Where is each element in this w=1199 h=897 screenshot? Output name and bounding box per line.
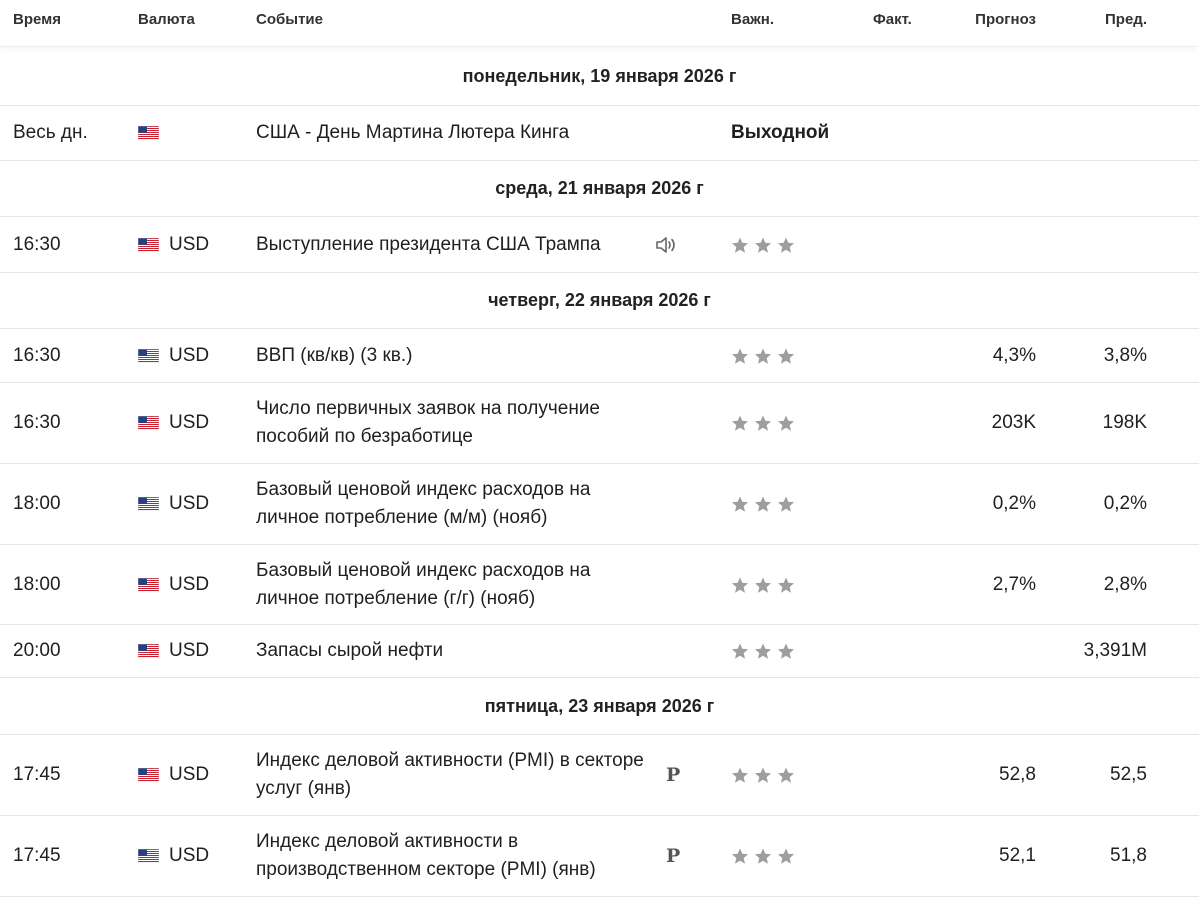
importance-stars	[731, 347, 801, 364]
forecast-value: 52,1	[999, 845, 1036, 866]
event-title[interactable]: США - День Мартина Лютера Кинга	[256, 122, 570, 143]
star-icon	[777, 767, 795, 784]
previous-value: 2,8%	[1103, 573, 1147, 595]
currency-code: USD	[169, 845, 210, 866]
day-header: пятница, 23 января 2026 г	[0, 678, 1199, 735]
star-icon	[754, 576, 772, 593]
event-title[interactable]: Индекс деловой активности в производственном секторе (PMI) (янв)	[256, 831, 596, 880]
event-time: 18:00	[13, 493, 61, 514]
previous-value: 198K	[1102, 412, 1147, 433]
previous-value: 51,8	[1110, 845, 1147, 866]
header-forecast[interactable]: Прогноз	[975, 11, 1036, 28]
header-event[interactable]: Событие	[256, 11, 323, 28]
event-title[interactable]: Число первичных заявок на получение пособий по безработице	[256, 398, 600, 447]
importance-stars	[731, 576, 801, 593]
forecast-value: 52,8	[999, 764, 1036, 785]
table-row[interactable]	[0, 545, 1199, 625]
header-currency[interactable]: Валюта	[138, 11, 195, 28]
event-time: 20:00	[13, 640, 61, 661]
us-flag-icon	[138, 349, 159, 363]
star-icon	[754, 347, 772, 364]
importance-stars	[731, 643, 801, 660]
table-row[interactable]	[0, 625, 1199, 678]
star-icon	[777, 236, 795, 253]
currency-code: USD	[169, 344, 210, 366]
event-time: 16:30	[13, 344, 61, 366]
forecast-value: 4,3%	[992, 344, 1036, 366]
star-icon	[777, 643, 795, 660]
event-time: 17:45	[13, 764, 61, 785]
event-time: 17:45	[13, 845, 61, 866]
preliminary-icon[interactable]: P	[666, 845, 681, 867]
currency-code: USD	[169, 493, 210, 514]
importance-stars	[731, 415, 801, 432]
day-header: понедельник, 19 января 2026 г	[0, 47, 1199, 106]
importance-stars	[731, 767, 801, 784]
event-time: Весь дн.	[13, 122, 88, 143]
us-flag-icon	[138, 768, 159, 782]
event-title[interactable]: Базовый ценовой индекс расходов на личное потребление (м/м) (нояб)	[256, 479, 591, 528]
previous-value: 3,391M	[1083, 640, 1147, 661]
table-header	[0, 0, 1199, 47]
star-icon	[731, 415, 749, 432]
header-actual[interactable]: Факт.	[873, 11, 912, 28]
star-icon	[754, 767, 772, 784]
star-icon	[777, 576, 795, 593]
forecast-value: 0,2%	[992, 493, 1036, 514]
previous-value: 0,2%	[1103, 493, 1147, 514]
star-icon	[754, 415, 772, 432]
importance-stars	[731, 496, 801, 513]
table-row[interactable]	[0, 735, 1199, 816]
star-icon	[777, 496, 795, 513]
currency-code: USD	[169, 233, 210, 255]
currency-code: USD	[169, 412, 210, 433]
table-row[interactable]	[0, 464, 1199, 545]
header-time[interactable]: Время	[13, 11, 61, 28]
previous-value: 52,5	[1110, 764, 1147, 785]
currency-code: USD	[169, 573, 210, 595]
us-flag-icon	[138, 126, 159, 140]
previous-value: 3,8%	[1103, 344, 1147, 366]
day-header: среда, 21 января 2026 г	[0, 161, 1199, 217]
speaker-icon[interactable]	[654, 234, 680, 256]
event-time: 18:00	[13, 573, 61, 595]
holiday-label: Выходной	[731, 122, 830, 143]
us-flag-icon	[138, 578, 159, 592]
event-title[interactable]: Выступление президента США Трампа	[256, 233, 601, 255]
event-title[interactable]: Базовый ценовой индекс расходов на личное потребление (г/г) (нояб)	[256, 559, 591, 609]
star-icon	[777, 415, 795, 432]
table-row[interactable]	[0, 329, 1199, 383]
star-icon	[731, 236, 749, 253]
forecast-value: 203K	[991, 412, 1036, 433]
star-icon	[731, 848, 749, 865]
star-icon	[731, 347, 749, 364]
star-icon	[754, 236, 772, 253]
star-icon	[731, 643, 749, 660]
event-time: 16:30	[13, 233, 61, 255]
us-flag-icon	[138, 849, 159, 863]
importance-stars	[731, 848, 801, 865]
star-icon	[731, 496, 749, 513]
us-flag-icon	[138, 497, 159, 511]
currency-code: USD	[169, 764, 210, 785]
star-icon	[754, 643, 772, 660]
table-row[interactable]	[0, 383, 1199, 464]
event-time: 16:30	[13, 412, 61, 433]
table-row[interactable]	[0, 816, 1199, 897]
star-icon	[777, 347, 795, 364]
table-row[interactable]	[0, 217, 1199, 273]
event-title[interactable]: Запасы сырой нефти	[256, 640, 444, 661]
us-flag-icon	[138, 416, 159, 430]
star-icon	[777, 848, 795, 865]
forecast-value: 2,7%	[992, 573, 1036, 595]
header-previous[interactable]: Пред.	[1105, 11, 1147, 28]
preliminary-icon[interactable]: P	[666, 764, 681, 786]
star-icon	[731, 576, 749, 593]
star-icon	[731, 767, 749, 784]
us-flag-icon	[138, 238, 159, 252]
day-header: четверг, 22 января 2026 г	[0, 273, 1199, 329]
star-icon	[754, 496, 772, 513]
event-title[interactable]: ВВП (кв/кв) (3 кв.)	[256, 344, 413, 366]
us-flag-icon	[138, 644, 159, 658]
table-row[interactable]	[0, 106, 1199, 161]
currency-code: USD	[169, 640, 210, 661]
star-icon	[754, 848, 772, 865]
event-title[interactable]: Индекс деловой активности (PMI) в секторе услуг (янв)	[256, 750, 644, 799]
header-importance[interactable]: Важн.	[731, 11, 775, 28]
importance-stars	[731, 236, 801, 253]
